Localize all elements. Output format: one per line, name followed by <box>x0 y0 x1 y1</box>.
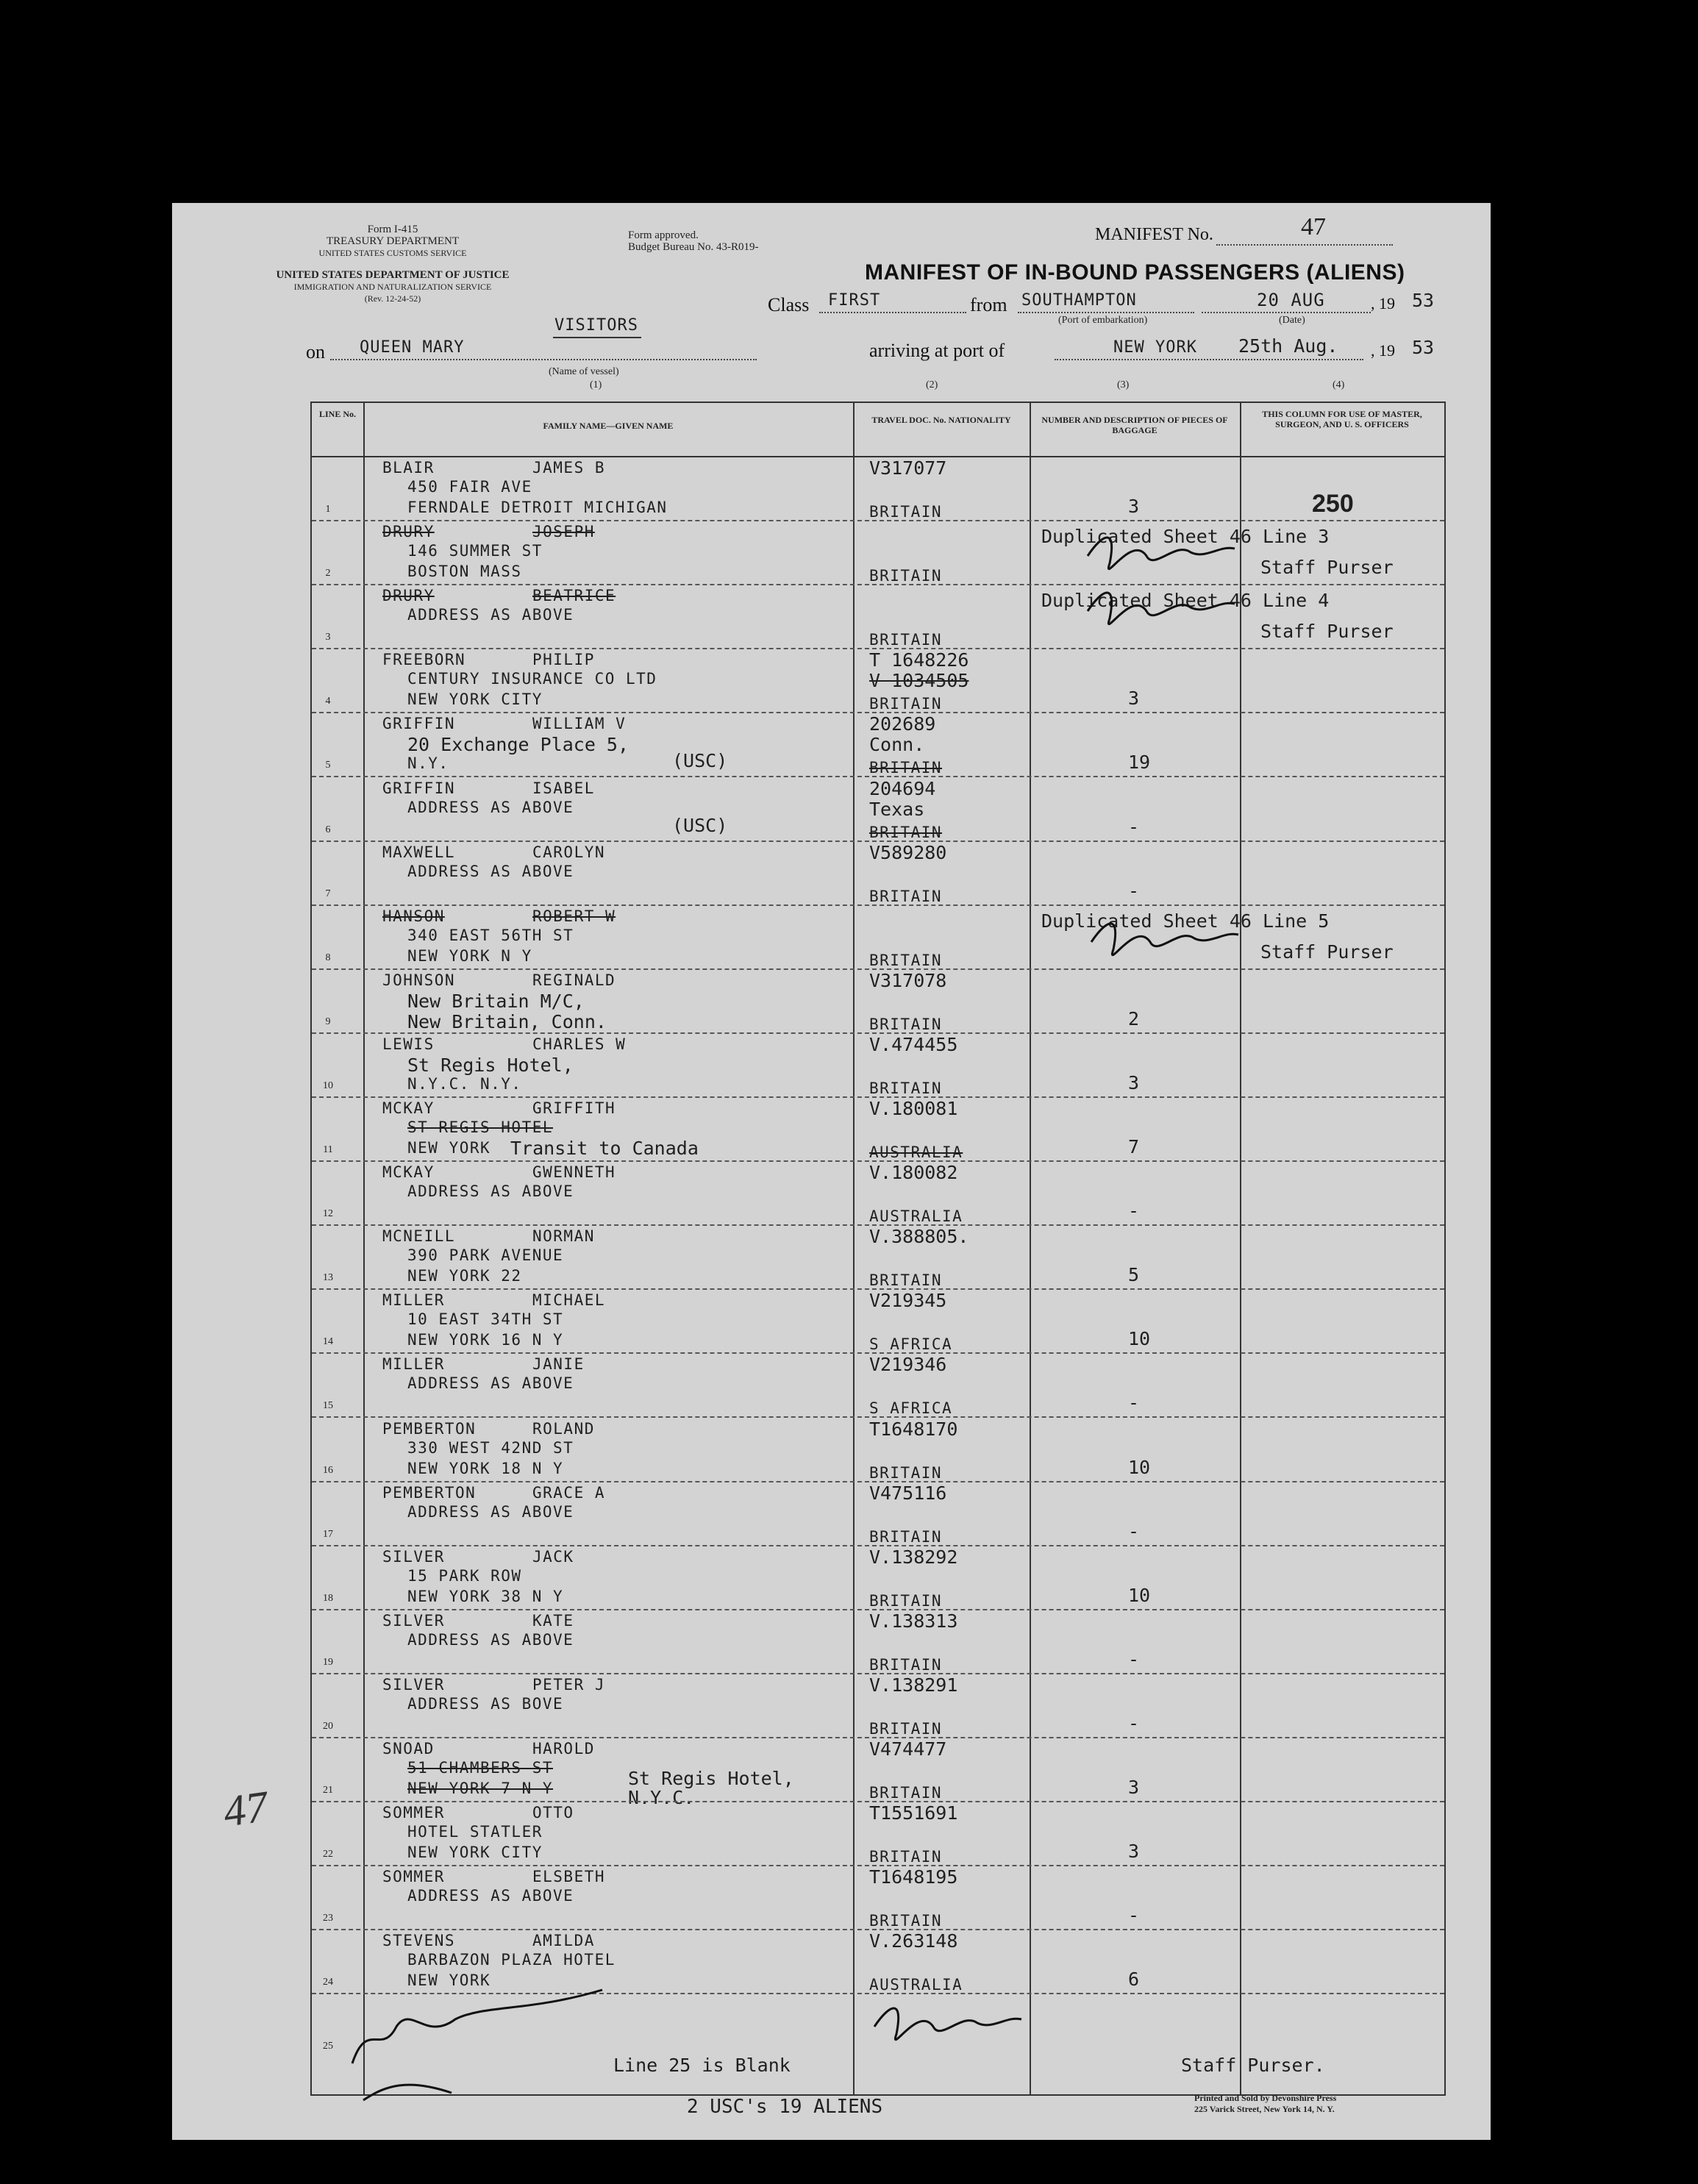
address-line-1: ADDRESS AS ABOVE <box>407 862 574 880</box>
vessel-caption: (Name of vessel) <box>549 366 619 377</box>
address-line-1: 390 PARK AVENUE <box>407 1246 564 1265</box>
nationality: BRITAIN <box>869 1719 943 1738</box>
nationality: BRITAIN <box>869 951 943 969</box>
nationality: BRITAIN <box>869 823 943 841</box>
family-name: DRURY <box>382 587 435 605</box>
address-line-1: 51 CHAMBERS ST <box>407 1759 554 1777</box>
line-number: 14 <box>323 1336 333 1348</box>
address-line-2: NEW YORK N Y <box>407 946 532 965</box>
alt-address-line-1: St Regis Hotel, <box>628 1768 794 1789</box>
departure-date: 20 AUG <box>1257 290 1325 310</box>
address-line-1: ADDRESS AS ABOVE <box>407 606 574 624</box>
arrival-port: NEW YORK <box>1113 338 1197 357</box>
customs-service: UNITED STATES CUSTOMS SERVICE <box>318 248 467 258</box>
address-line-1: CENTURY INSURANCE CO LTD <box>407 670 657 688</box>
address-line-1: ADDRESS AS ABOVE <box>407 798 574 816</box>
address-line-2: BOSTON MASS <box>407 563 522 581</box>
address-line-1: New Britain M/C, <box>407 990 585 1012</box>
given-name: PHILIP <box>532 651 595 669</box>
baggage-count: - <box>1128 1200 1140 1222</box>
line-number: 11 <box>323 1144 333 1155</box>
family-name: SNOAD <box>382 1740 435 1757</box>
visitors-label: VISITORS <box>554 316 638 335</box>
address-line-1: ADDRESS AS ABOVE <box>407 1502 574 1521</box>
given-name: JACK <box>532 1547 574 1566</box>
baggage-count: 10 <box>1128 1456 1151 1478</box>
address-line-1: St Regis Hotel, <box>407 1054 574 1076</box>
travel-doc-number: V.138313 <box>869 1610 958 1632</box>
footer-staff-purser: Staff Purser. <box>1181 2055 1325 2076</box>
given-name: ROLAND <box>532 1419 595 1438</box>
nationality: AUSTRALIA <box>869 1976 963 1994</box>
family-name: SILVER <box>382 1547 445 1566</box>
family-name: GRIFFIN <box>382 779 456 797</box>
address-line-2: NEW YORK 22 <box>407 1267 522 1285</box>
nationality: BRITAIN <box>869 887 943 905</box>
alt-address-line-2: Transit to Canada <box>510 1138 699 1159</box>
justice-department: UNITED STATES DEPARTMENT OF JUSTICE <box>276 269 510 281</box>
margin-handwritten-number: 47 <box>220 1782 271 1836</box>
baggage-count: - <box>1128 1392 1140 1414</box>
address-line-1: 450 FAIR AVE <box>407 478 532 496</box>
line-number: 21 <box>323 1785 333 1796</box>
staff-purser-note: Staff Purser <box>1260 941 1394 963</box>
given-name: MICHAEL <box>532 1291 606 1310</box>
printer-line-2: 225 Varick Street, New York 14, N. Y. <box>1194 2104 1335 2114</box>
manifest-no-value: 47 <box>1301 213 1326 240</box>
travel-doc-number: 202689 <box>869 713 936 735</box>
address-line-1: 20 Exchange Place 5, <box>407 734 629 756</box>
given-name: CAROLYN <box>532 843 606 861</box>
nationality: BRITAIN <box>869 567 943 585</box>
given-name: BEATRICE <box>532 587 616 605</box>
given-name: GRACE A <box>532 1483 606 1502</box>
travel-doc-number: V317078 <box>869 969 947 991</box>
baggage-count: 3 <box>1128 1071 1140 1093</box>
nationality: BRITAIN <box>869 1271 943 1290</box>
travel-doc-number: T1648170 <box>869 1418 958 1440</box>
family-name: MILLER <box>382 1291 445 1310</box>
given-name: AMILDA <box>532 1932 595 1950</box>
given-name: JOSEPH <box>532 523 595 541</box>
given-name: CHARLES W <box>532 1035 627 1053</box>
nationality: S AFRICA <box>869 1399 953 1418</box>
line-number: 7 <box>325 888 331 899</box>
baggage-count: 19 <box>1128 752 1151 774</box>
baggage-count: - <box>1128 1905 1140 1927</box>
address-line-1: 10 EAST 34TH ST <box>407 1310 564 1329</box>
class-value: FIRST <box>828 291 881 310</box>
address-line-1: BARBAZON PLAZA HOTEL <box>407 1951 616 1969</box>
baggage-count: 10 <box>1128 1328 1151 1350</box>
form-approved: Form approved. <box>628 229 699 241</box>
travel-doc-number: V.138292 <box>869 1546 958 1568</box>
line-number: 16 <box>323 1464 333 1476</box>
line-number: 4 <box>325 696 331 707</box>
family-name: FREEBORN <box>382 651 466 669</box>
arrival-year-prefix: , 19 <box>1371 341 1395 360</box>
family-name: STEVENS <box>382 1932 456 1950</box>
line-number: 24 <box>323 1977 333 1988</box>
given-name: OTTO <box>532 1804 574 1822</box>
baggage-count: 10 <box>1128 1584 1151 1606</box>
baggage-count: 3 <box>1128 688 1140 710</box>
form-number: Form I-415 <box>367 224 418 235</box>
travel-doc-number: V.180081 <box>869 1098 958 1119</box>
family-name: SILVER <box>382 1675 445 1694</box>
travel-doc-extra: V 1034505 <box>869 670 969 692</box>
family-name: MILLER <box>382 1355 445 1374</box>
officer-count: 250 <box>1312 490 1354 518</box>
address-line-2: NEW YORK CITY <box>407 690 543 709</box>
arriving-label: arriving at port of <box>869 340 1005 361</box>
line-number: 23 <box>323 1913 333 1924</box>
baggage-count: 6 <box>1128 1969 1140 1991</box>
address-line-1: 340 EAST 56TH ST <box>407 926 574 944</box>
duplicate-note: Duplicated Sheet 46 Line 4 <box>1041 590 1330 612</box>
address-line-1: ADDRESS AS BOVE <box>407 1694 564 1713</box>
line-number: 10 <box>323 1079 333 1091</box>
nationality: S AFRICA <box>869 1335 953 1354</box>
nationality: BRITAIN <box>869 1015 943 1033</box>
line-number: 17 <box>323 1528 333 1540</box>
departure-year-prefix: , 19 <box>1371 294 1395 313</box>
line-number: 18 <box>323 1592 333 1604</box>
given-name: WILLIAM V <box>532 715 627 733</box>
from-value: SOUTHAMPTON <box>1021 291 1137 310</box>
family-name: GRIFFIN <box>382 715 456 733</box>
travel-doc-number: V.388805. <box>869 1226 969 1248</box>
address-line-1: ADDRESS AS ABOVE <box>407 1374 574 1393</box>
line-number: 9 <box>325 1016 331 1027</box>
line-number: 8 <box>325 952 331 963</box>
printer-line-1: Printed and Sold by Devonshire Press <box>1194 2093 1337 2103</box>
nationality: AUSTRALIA <box>869 1143 963 1161</box>
duplicate-note: Duplicated Sheet 46 Line 5 <box>1041 910 1330 932</box>
family-name: PEMBERTON <box>382 1419 477 1438</box>
baggage-count: 7 <box>1128 1136 1140 1157</box>
nationality: BRITAIN <box>869 1784 943 1802</box>
address-line-2: N.Y.C. N.Y. <box>407 1074 522 1093</box>
travel-doc-number: V317077 <box>869 457 947 479</box>
address-line-1: ADDRESS AS ABOVE <box>407 1630 574 1649</box>
travel-doc-number: V219345 <box>869 1290 947 1312</box>
line-25-blank: Line 25 is Blank <box>613 2055 791 2076</box>
family-name: SOMMER <box>382 1804 445 1822</box>
family-name: PEMBERTON <box>382 1483 477 1502</box>
nationality: AUSTRALIA <box>869 1207 963 1226</box>
line-number: 25 <box>323 2041 333 2052</box>
nationality: BRITAIN <box>869 1079 943 1097</box>
staff-purser-note: Staff Purser <box>1260 557 1394 579</box>
line-number: 20 <box>323 1720 333 1732</box>
manifest-title: MANIFEST OF IN-BOUND PASSENGERS (ALIENS) <box>865 260 1405 285</box>
given-name: ELSBETH <box>532 1868 606 1886</box>
address-line-2: NEW YORK 16 N Y <box>407 1331 564 1349</box>
line-number: 19 <box>323 1656 333 1668</box>
address-line-1: ST REGIS HOTEL <box>407 1118 554 1136</box>
baggage-count: 3 <box>1128 496 1140 517</box>
travel-doc-number: T1551691 <box>869 1802 958 1824</box>
address-line-1: 146 SUMMER ST <box>407 542 543 560</box>
address-line-2: New Britain, Conn. <box>407 1010 607 1032</box>
baggage-count: - <box>1128 1712 1140 1734</box>
travel-doc-number: V219346 <box>869 1354 947 1376</box>
duplicate-note: Duplicated Sheet 46 Line 3 <box>1041 526 1330 548</box>
handwritten-marks <box>172 203 1491 2140</box>
ins-service: IMMIGRATION AND NATURALIZATION SERVICE <box>293 282 492 292</box>
family-name: BLAIR <box>382 459 435 477</box>
family-name: SOMMER <box>382 1868 445 1886</box>
given-name: ISABEL <box>532 779 595 797</box>
line-number: 15 <box>323 1400 333 1412</box>
usc-marker: (USC) <box>672 750 728 772</box>
manifest-no-label: MANIFEST No. <box>1095 225 1213 244</box>
given-name: JANIE <box>532 1355 585 1374</box>
travel-doc-number: V.263148 <box>869 1930 958 1952</box>
address-line-1: 330 WEST 42ND ST <box>407 1438 574 1457</box>
line-number: 13 <box>323 1272 333 1284</box>
revision-date: (Rev. 12-24-52) <box>364 293 421 304</box>
family-name: MCKAY <box>382 1099 435 1117</box>
given-name: GRIFFITH <box>532 1099 616 1117</box>
travel-doc-number: V474477 <box>869 1738 947 1760</box>
nationality: BRITAIN <box>869 1463 943 1482</box>
travel-doc-number: 204694 <box>869 777 936 799</box>
family-name: MCNEILL <box>382 1227 456 1246</box>
col-header-name: FAMILY NAME—GIVEN NAME <box>543 421 674 431</box>
departure-year: 53 <box>1412 290 1435 311</box>
given-name: REGINALD <box>532 971 616 989</box>
family-name: MCKAY <box>382 1163 435 1182</box>
baggage-count: - <box>1128 1648 1140 1670</box>
nationality: BRITAIN <box>869 1848 943 1866</box>
nationality: BRITAIN <box>869 1912 943 1930</box>
manifest-sheet <box>172 203 1491 2140</box>
address-line-2: NEW YORK 18 N Y <box>407 1459 564 1477</box>
line-number: 3 <box>325 632 331 643</box>
nationality: BRITAIN <box>869 1527 943 1546</box>
col-header-officers: THIS COLUMN FOR USE OF MASTER, SURGEON, AND U. S. OFFICERS <box>1262 409 1422 429</box>
line-number: 6 <box>325 824 331 835</box>
from-label: from <box>970 294 1007 315</box>
treasury-department: TREASURY DEPARTMENT <box>326 235 460 247</box>
budget-bureau: Budget Bureau No. 43-R019- <box>628 241 759 253</box>
line-number: 22 <box>323 1849 333 1860</box>
given-name: NORMAN <box>532 1227 595 1246</box>
usc-marker: (USC) <box>672 814 728 836</box>
class-label: Class <box>768 294 810 315</box>
staff-purser-note: Staff Purser <box>1260 621 1394 643</box>
travel-doc-number: V.180082 <box>869 1162 958 1184</box>
travel-doc-number: V589280 <box>869 841 947 863</box>
baggage-count: - <box>1128 879 1140 902</box>
address-line-1: 15 PARK ROW <box>407 1566 522 1585</box>
travel-doc-number: T 1648226 <box>869 649 969 671</box>
col-header-travel-doc: TRAVEL DOC. No. NATIONALITY <box>871 415 1011 425</box>
col-header-line-no: LINE No. <box>318 409 356 419</box>
given-name: JAMES B <box>532 459 606 477</box>
nationality: BRITAIN <box>869 631 943 649</box>
nationality: BRITAIN <box>869 1591 943 1610</box>
line-number: 5 <box>325 760 331 771</box>
address-line-2: NEW YORK <box>407 1139 491 1157</box>
baggage-count: 3 <box>1128 1841 1140 1863</box>
family-name: HANSON <box>382 907 445 925</box>
address-line-1: ADDRESS AS ABOVE <box>407 1887 574 1905</box>
travel-doc-number: V475116 <box>869 1482 947 1504</box>
address-line-2: N.Y. <box>407 754 449 773</box>
given-name: GWENNETH <box>532 1163 616 1182</box>
travel-doc-number: V.138291 <box>869 1674 958 1696</box>
given-name: HAROLD <box>532 1740 595 1757</box>
family-name: LEWIS <box>382 1035 435 1053</box>
col-num-1: (1) <box>590 379 602 390</box>
nationality: BRITAIN <box>869 695 943 713</box>
given-name: KATE <box>532 1611 574 1630</box>
family-name: DRURY <box>382 523 435 541</box>
nationality: BRITAIN <box>869 503 943 521</box>
travel-doc-number: V.474455 <box>869 1033 958 1055</box>
vessel-name: QUEEN MARY <box>360 338 465 357</box>
family-name: JOHNSON <box>382 971 456 989</box>
travel-doc-number: T1648195 <box>869 1866 958 1888</box>
col-num-4: (4) <box>1333 379 1345 390</box>
family-name: MAXWELL <box>382 843 456 861</box>
baggage-count: - <box>1128 816 1140 838</box>
address-line-2: NEW YORK <box>407 1971 491 1990</box>
given-name: PETER J <box>532 1675 606 1694</box>
baggage-count: 2 <box>1128 1007 1140 1029</box>
address-line-2: NEW YORK CITY <box>407 1844 543 1862</box>
line-number: 1 <box>325 504 331 515</box>
travel-doc-extra: Conn. <box>869 734 925 756</box>
arrival-year: 53 <box>1412 337 1435 358</box>
line-number: 12 <box>323 1208 333 1220</box>
port-embark-caption: (Port of embarkation) <box>1058 315 1148 326</box>
line-number: 2 <box>325 568 331 579</box>
alt-address-line-2: N.Y.C. <box>628 1787 695 1808</box>
address-line-1: ADDRESS AS ABOVE <box>407 1182 574 1201</box>
on-label: on <box>306 341 325 363</box>
family-name: SILVER <box>382 1611 445 1630</box>
address-line-2: NEW YORK 7 N Y <box>407 1780 554 1797</box>
baggage-count: 5 <box>1128 1264 1140 1286</box>
nationality: BRITAIN <box>869 1655 943 1674</box>
nationality: BRITAIN <box>869 759 943 777</box>
address-line-2: NEW YORK 38 N Y <box>407 1587 564 1605</box>
travel-doc-extra: Texas <box>869 798 925 820</box>
baggage-count: - <box>1128 1520 1140 1542</box>
totals: 2 USC's 19 ALIENS <box>687 2096 883 2118</box>
date-caption: (Date) <box>1279 315 1305 326</box>
col-num-2: (2) <box>926 379 938 390</box>
baggage-count: 3 <box>1128 1777 1140 1798</box>
address-line-2: FERNDALE DETROIT MICHIGAN <box>407 499 668 516</box>
col-num-3: (3) <box>1117 379 1130 390</box>
address-line-1: HOTEL STATLER <box>407 1823 543 1841</box>
given-name: ROBERT W <box>532 907 616 925</box>
arrival-date: 25th Aug. <box>1238 335 1338 357</box>
col-header-baggage: NUMBER AND DESCRIPTION OF PIECES OF BAGGAGE <box>1041 415 1228 435</box>
